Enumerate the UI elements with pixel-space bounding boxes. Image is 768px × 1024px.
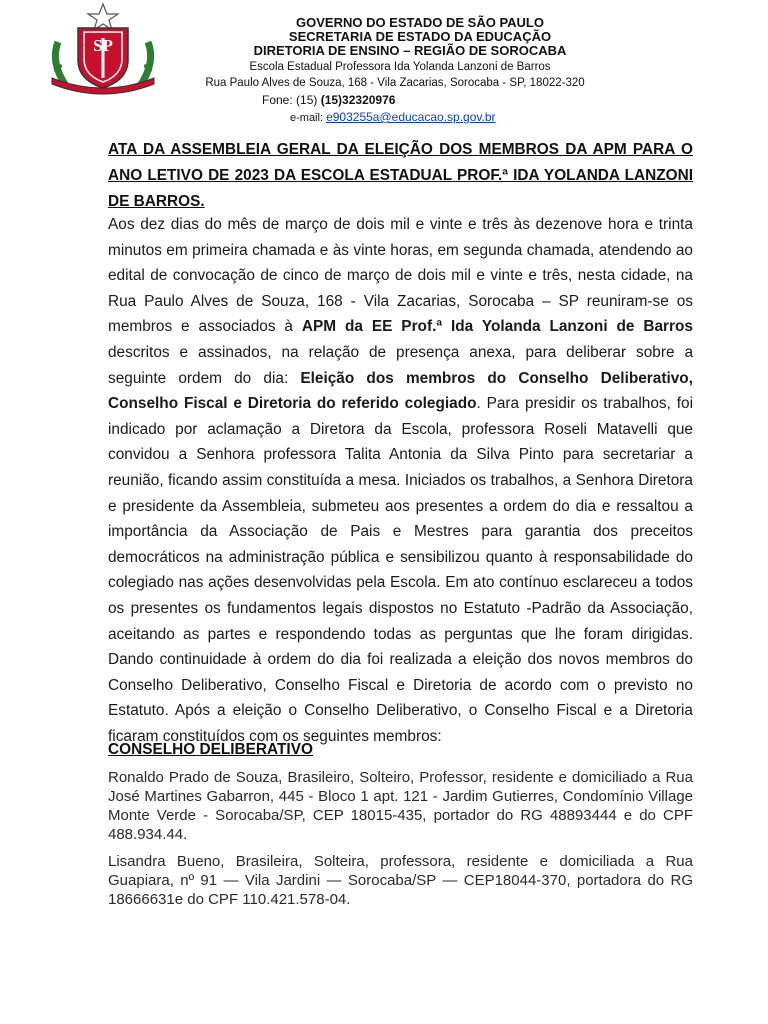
phone-number: (15)32320976 <box>320 93 396 107</box>
header-government: GOVERNO DO ESTADO DE SÃO PAULO <box>296 15 544 30</box>
header-secretariat: SECRETARIA DE ESTADO DA EDUCAÇÃO <box>288 29 552 44</box>
header-email <box>290 110 496 124</box>
minutes-paragraph <box>108 212 693 749</box>
header-phone <box>262 93 395 107</box>
paragraph-apm-name: APM da EE Prof.ª Ida Yolanda Lanzoni de Barros <box>301 318 693 336</box>
member-entry: Lisandra Bueno, Brasileira, Solteira, professora, residente e domiciliada a Rua Guapiara, nº 91 — Vila Jardini — Sorocaba/SP — CEP18044-370, portadora do RG 18666631e do CPF 110.421.578-04. <box>108 853 693 908</box>
paragraph-agenda: Eleição dos membros do Conselho Deliberativo, Conselho Fiscal e Diretoria do referido colegiado <box>108 369 693 413</box>
member-entry: Ronaldo Prado de Souza, Brasileiro, Solteiro, Professor, residente e domiciliado a Rua José Martines Gabarron, 445 - Bloco 1 apt. 121 - Jardim Gutierres, Condomínio Village Monte Verde - Sorocaba/SP, CEP 18015-435, portador do RG 48893444 e do CPF 488.934.44. <box>108 769 693 843</box>
paragraph-part-e: . Para presidir os trabalhos, foi indicado por aclamação a Diretora da Escola, professora Roseli Matavelli que convidou a Senhora professora Talita Antonia da Silva Pinto para secretariar a reunião, ficando assim constituída a mesa. Iniciados os trabalhos, a Senhora Diretora e presidente da Assembleia, submeteu aos presentes a ordem do dia e ressaltou a importância da Associação de Pais e Mestres para garantia dos preceitos democráticos na administração pública e sensibilizou quanto à responsabilidade do colegiado nas ações desenvolvidas pela Escola. Em ato contínuo esclareceu a todos os presentes os fundamentos legais dispostos no Estatuto -Padrão da Associação, aceitando as partes e respondendo todas as perguntas que lhe foram dirigidas. Dando continuidade à ordem do dia foi realizada a eleição dos novos membros do Conselho Deliberativo, Conselho Fiscal e Diretoria de acordo com o previsto no Estatuto. Após a eleição o Conselho Deliberativo, o Conselho Fiscal e a Diretoria ficaram constituídos com os seguintes membros: <box>108 395 693 745</box>
email-label: e-mail: <box>290 112 324 124</box>
header-directorate: DIRETORIA DE ENSINO – REGIÃO DE SOROCABA <box>253 43 567 58</box>
section-title-conselho-deliberativo: CONSELHO DELIBERATIVO <box>108 741 313 758</box>
header-address: Rua Paulo Alves de Souza, 168 - Vila Zacarias, Sorocaba - SP, 18022-320 <box>205 77 585 89</box>
document-title: ATA DA ASSEMBLEIA GERAL DA ELEIÇÃO DOS MEMBROS DA APM PARA O ANO LETIVO DE 2023 DA ESCOLA ESTADUAL PROF.ª IDA YOLANDA LANZONI DE BARROS. <box>108 141 693 210</box>
paragraph-part-a: Aos dez dias do mês de março de dois mil e vinte e três às dezenove hora e trinta minutos em primeira chamada e às vinte horas, em segunda chamada, atendendo ao edital de convocação de cinco de março de dois mil e vinte e três, nesta cidade, na Rua Paulo Alves de Souza, 168 - Vila Zacarias, Sorocaba – SP reuniram-se os membros e associados à <box>108 216 693 336</box>
header-school-name: Escola Estadual Professora Ida Yolanda Lanzoni de Barros <box>249 61 551 73</box>
phone-label: Fone: (15) <box>262 93 318 107</box>
crest-letters: SP <box>93 36 113 55</box>
email-link[interactable]: e903255a@educacao.sp.gov.br <box>326 110 496 124</box>
paragraph-part-c: descritos e assinados, na relação de presença anexa, para deliberar sobre a seguinte ordem do dia: <box>108 343 693 387</box>
